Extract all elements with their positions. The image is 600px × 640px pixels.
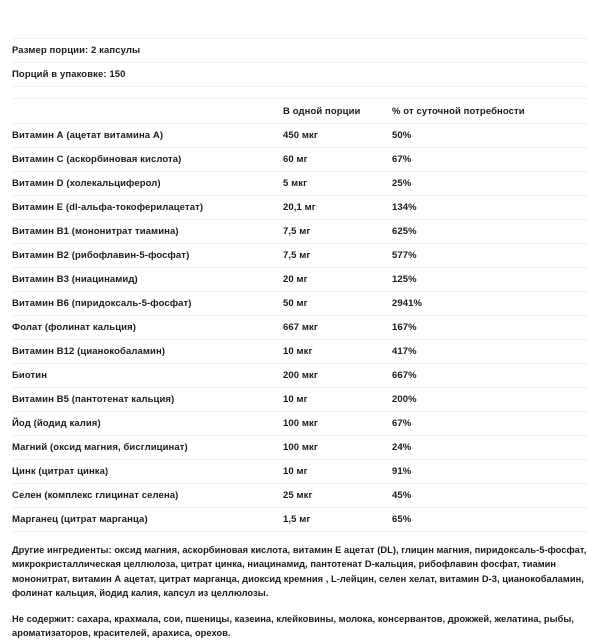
serving-info-table	[12, 38, 588, 98]
percent-daily-value: 2941%	[392, 298, 423, 309]
percent-daily-value: 65%	[392, 514, 412, 525]
percent-daily-value: 625%	[392, 226, 417, 237]
amount-per-serving: 20,1 мг	[283, 202, 316, 213]
top-spacer	[12, 0, 588, 38]
column-header-daily-value: % от суточной потребности	[392, 105, 525, 117]
nutrition-facts-table	[12, 98, 588, 532]
amount-per-serving: 200 мкг	[283, 370, 318, 381]
percent-daily-value: 25%	[392, 178, 412, 189]
percent-daily-value: 45%	[392, 490, 412, 501]
table-row	[12, 316, 588, 340]
amount-per-serving: 450 мкг	[283, 130, 318, 141]
amount-per-serving: 667 мкг	[283, 322, 318, 333]
column-header-amount-per-serving: В одной порции	[283, 105, 361, 117]
nutrient-name: Йод (йодид калия)	[12, 418, 101, 429]
table-row	[12, 388, 588, 412]
nutrient-name: Цинк (цитрат цинка)	[12, 466, 109, 477]
percent-daily-value: 167%	[392, 322, 417, 333]
percent-daily-value: 200%	[392, 394, 417, 405]
gap-cell	[12, 87, 588, 99]
amount-per-serving: 20 мг	[283, 274, 308, 285]
percent-daily-value: 50%	[392, 130, 412, 141]
amount-per-serving: 10 мкг	[283, 346, 313, 357]
nutrient-name: Витамин Е (dl-альфа-токоферилацетат)	[12, 202, 204, 213]
amount-per-serving: 10 мг	[283, 394, 308, 405]
serving-info-row	[12, 39, 588, 63]
amount-per-serving: 60 мг	[283, 154, 308, 165]
facts-header-row	[12, 99, 588, 124]
serving-info-row	[12, 63, 588, 87]
table-row	[12, 340, 588, 364]
nutrient-name: Селен (комплекс глицинат селена)	[12, 490, 179, 501]
table-row	[12, 508, 588, 532]
amount-per-serving: 25 мкг	[283, 490, 313, 501]
nutrient-name: Марганец (цитрат марганца)	[12, 514, 148, 525]
percent-daily-value: 417%	[392, 346, 417, 357]
facts-table-head	[12, 99, 588, 124]
amount-per-serving: 100 мкг	[283, 418, 318, 429]
nutrient-name: Витамин B12 (цианокобаламин)	[12, 346, 166, 357]
amount-per-serving: 10 мг	[283, 466, 308, 477]
nutrient-name: Фолат (фолинат кальция)	[12, 322, 136, 333]
table-row	[12, 172, 588, 196]
table-row	[12, 436, 588, 460]
table-row	[12, 124, 588, 148]
column-header-nutrient	[12, 99, 283, 124]
amount-per-serving: 7,5 мг	[283, 250, 311, 261]
table-row	[12, 148, 588, 172]
table-row	[12, 244, 588, 268]
percent-daily-value: 134%	[392, 202, 417, 213]
nutrient-name: Витамин B5 (пантотенат кальция)	[12, 394, 175, 405]
serving-info-body	[12, 39, 588, 99]
nutrient-name: Витамин С (аскорбиновая кислота)	[12, 154, 182, 165]
percent-daily-value: 667%	[392, 370, 417, 381]
percent-daily-value: 67%	[392, 418, 412, 429]
allergen-free-text: Не содержит: сахара, крахмала, сои, пшеницы, казеина, клейковины, молока, консервантов, дрожжей, желатина, рыбы, ароматизаторов, красителей, арахиса, орехов.	[12, 613, 575, 639]
nutrient-name: Витамин D (холекальциферол)	[12, 178, 161, 189]
nutrient-name: Витамин B6 (пиридоксаль-5-фосфат)	[12, 298, 192, 309]
amount-per-serving: 5 мкг	[283, 178, 308, 189]
percent-daily-value: 67%	[392, 154, 412, 165]
nutrient-name: Витамин B1 (мононитрат тиамина)	[12, 226, 179, 237]
footnotes-section	[12, 532, 588, 640]
serving-info-gap	[12, 87, 588, 99]
table-row	[12, 220, 588, 244]
table-row	[12, 364, 588, 388]
amount-per-serving: 7,5 мг	[283, 226, 311, 237]
nutrient-name: Витамин B2 (рибофлавин-5-фосфат)	[12, 250, 190, 261]
table-row	[12, 460, 588, 484]
table-row	[12, 268, 588, 292]
nutrient-name: Витамин А (ацетат витамина А)	[12, 130, 164, 141]
nutrient-name: Магний (оксид магния, бисглицинат)	[12, 442, 188, 453]
facts-table-body	[12, 124, 588, 532]
nutrient-name: Биотин	[12, 370, 48, 381]
amount-per-serving: 50 мг	[283, 298, 308, 309]
table-row	[12, 196, 588, 220]
table-row	[12, 292, 588, 316]
percent-daily-value: 577%	[392, 250, 417, 261]
table-row	[12, 412, 588, 436]
percent-daily-value: 24%	[392, 442, 412, 453]
amount-per-serving: 1,5 мг	[283, 514, 311, 525]
serving-size-value: Размер порции: 2 капсулы	[12, 45, 141, 56]
table-row	[12, 484, 588, 508]
percent-daily-value: 91%	[392, 466, 412, 477]
servings-per-container-value: Порций в упаковке: 150	[12, 69, 126, 80]
other-ingredients-text: Другие ингредиенты: оксид магния, аскорбиновая кислота, витамин Е ацетат (DL), глицин магния, пиридоксаль-5-фосфат, микрокристаллическая целлюлоза, цитрат цинка, ниацинамид, пантотенат D-кальция, рибофлавин фосфат, тиамин мононитрат, витамин А ацетат, цитрат марганца, диоксид кремния , L-лейцин, селен хелат, витамин D-3, цианокобаламин, фолинат кальция, йодид калия, капсул из целлюлозы.	[12, 545, 587, 599]
percent-daily-value: 125%	[392, 274, 417, 285]
amount-per-serving: 100 мкг	[283, 442, 318, 453]
nutrient-name: Витамин B3 (ниацинамид)	[12, 274, 138, 285]
